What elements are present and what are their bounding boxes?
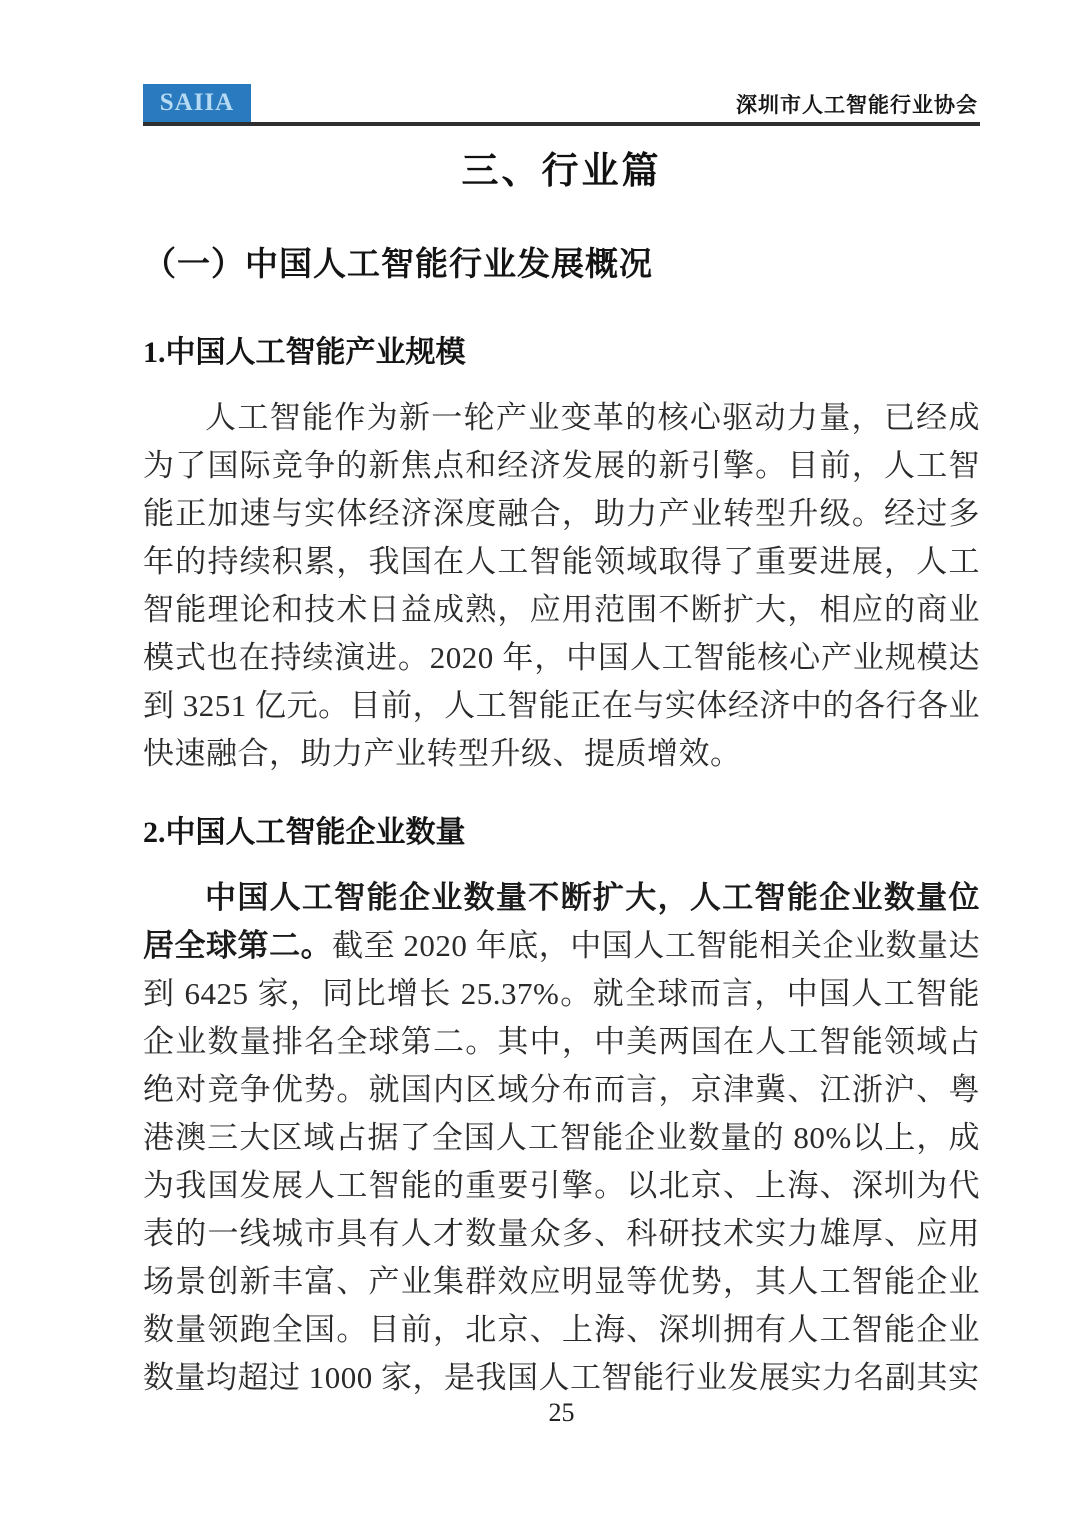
chapter-title: 三、行业篇 (461, 151, 662, 192)
saiia-logo (143, 84, 251, 122)
page-footer (143, 1398, 980, 1428)
paragraph-1: 人工智能作为新一轮产业变革的核心驱动力量，已经成为了国际竞争的新焦点和经济发展的新引擎。目前，人工智能正加速与实体经济深度融合，助力产业转型升级。经过多年的持续积累，我国在人工智能领域取得了重要进展，人工智能理论和技术日益成熟，应用范围不断扩大，相应的商业模式也在持续演进。2020 年，中国人工智能核心产业规模达到 3251 亿元。目前，人工智能正在与实体经济中的各行各业快速融合，助力产业转型升级、提质增效。 (143, 400, 980, 771)
subsection-2-heading: 2.中国人工智能企业数量 (143, 816, 466, 849)
paragraph-2-lead: 中国人工智能企业数量不断扩大，人工智能企业数量位居全球第二。 (143, 880, 980, 963)
header-org-name: 深圳市人工智能行业协会 (736, 93, 978, 117)
paragraph-2-rest: 截至 2020 年底，中国人工智能相关企业数量达到 6425 家，同比增长 25.37%。就全球而言，中国人工智能企业数量排名全球第二。其中，中美两国在人工智能领域占绝对竞争优势。就国内区域分布而言，京津冀、江浙沪、粤港澳三大区域占据了全国人工智能企业数量的 80%以上，成为我国发展人工智能的重要引擎。以北京、上海、深圳为代表的一线城市具有人才数量众多、科研技术实力雄厚、应用场景创新丰富、产业集群效应明显等优势，其人工智能企业数量领跑全国。目前，北京、上海、深圳拥有人工智能企业数量均超过 1000 家，是我国人工智能行业发展实力名副其实 (143, 928, 981, 1395)
section-heading: （一）中国人工智能行业发展概况 (143, 247, 653, 283)
paragraph-2 (143, 874, 980, 1402)
subsection-1-heading: 1.中国人工智能产业规模 (143, 336, 466, 369)
page-number: 25 (548, 1398, 575, 1427)
page-header (143, 84, 980, 126)
saiia-logo-text: SAIIA (159, 89, 235, 116)
